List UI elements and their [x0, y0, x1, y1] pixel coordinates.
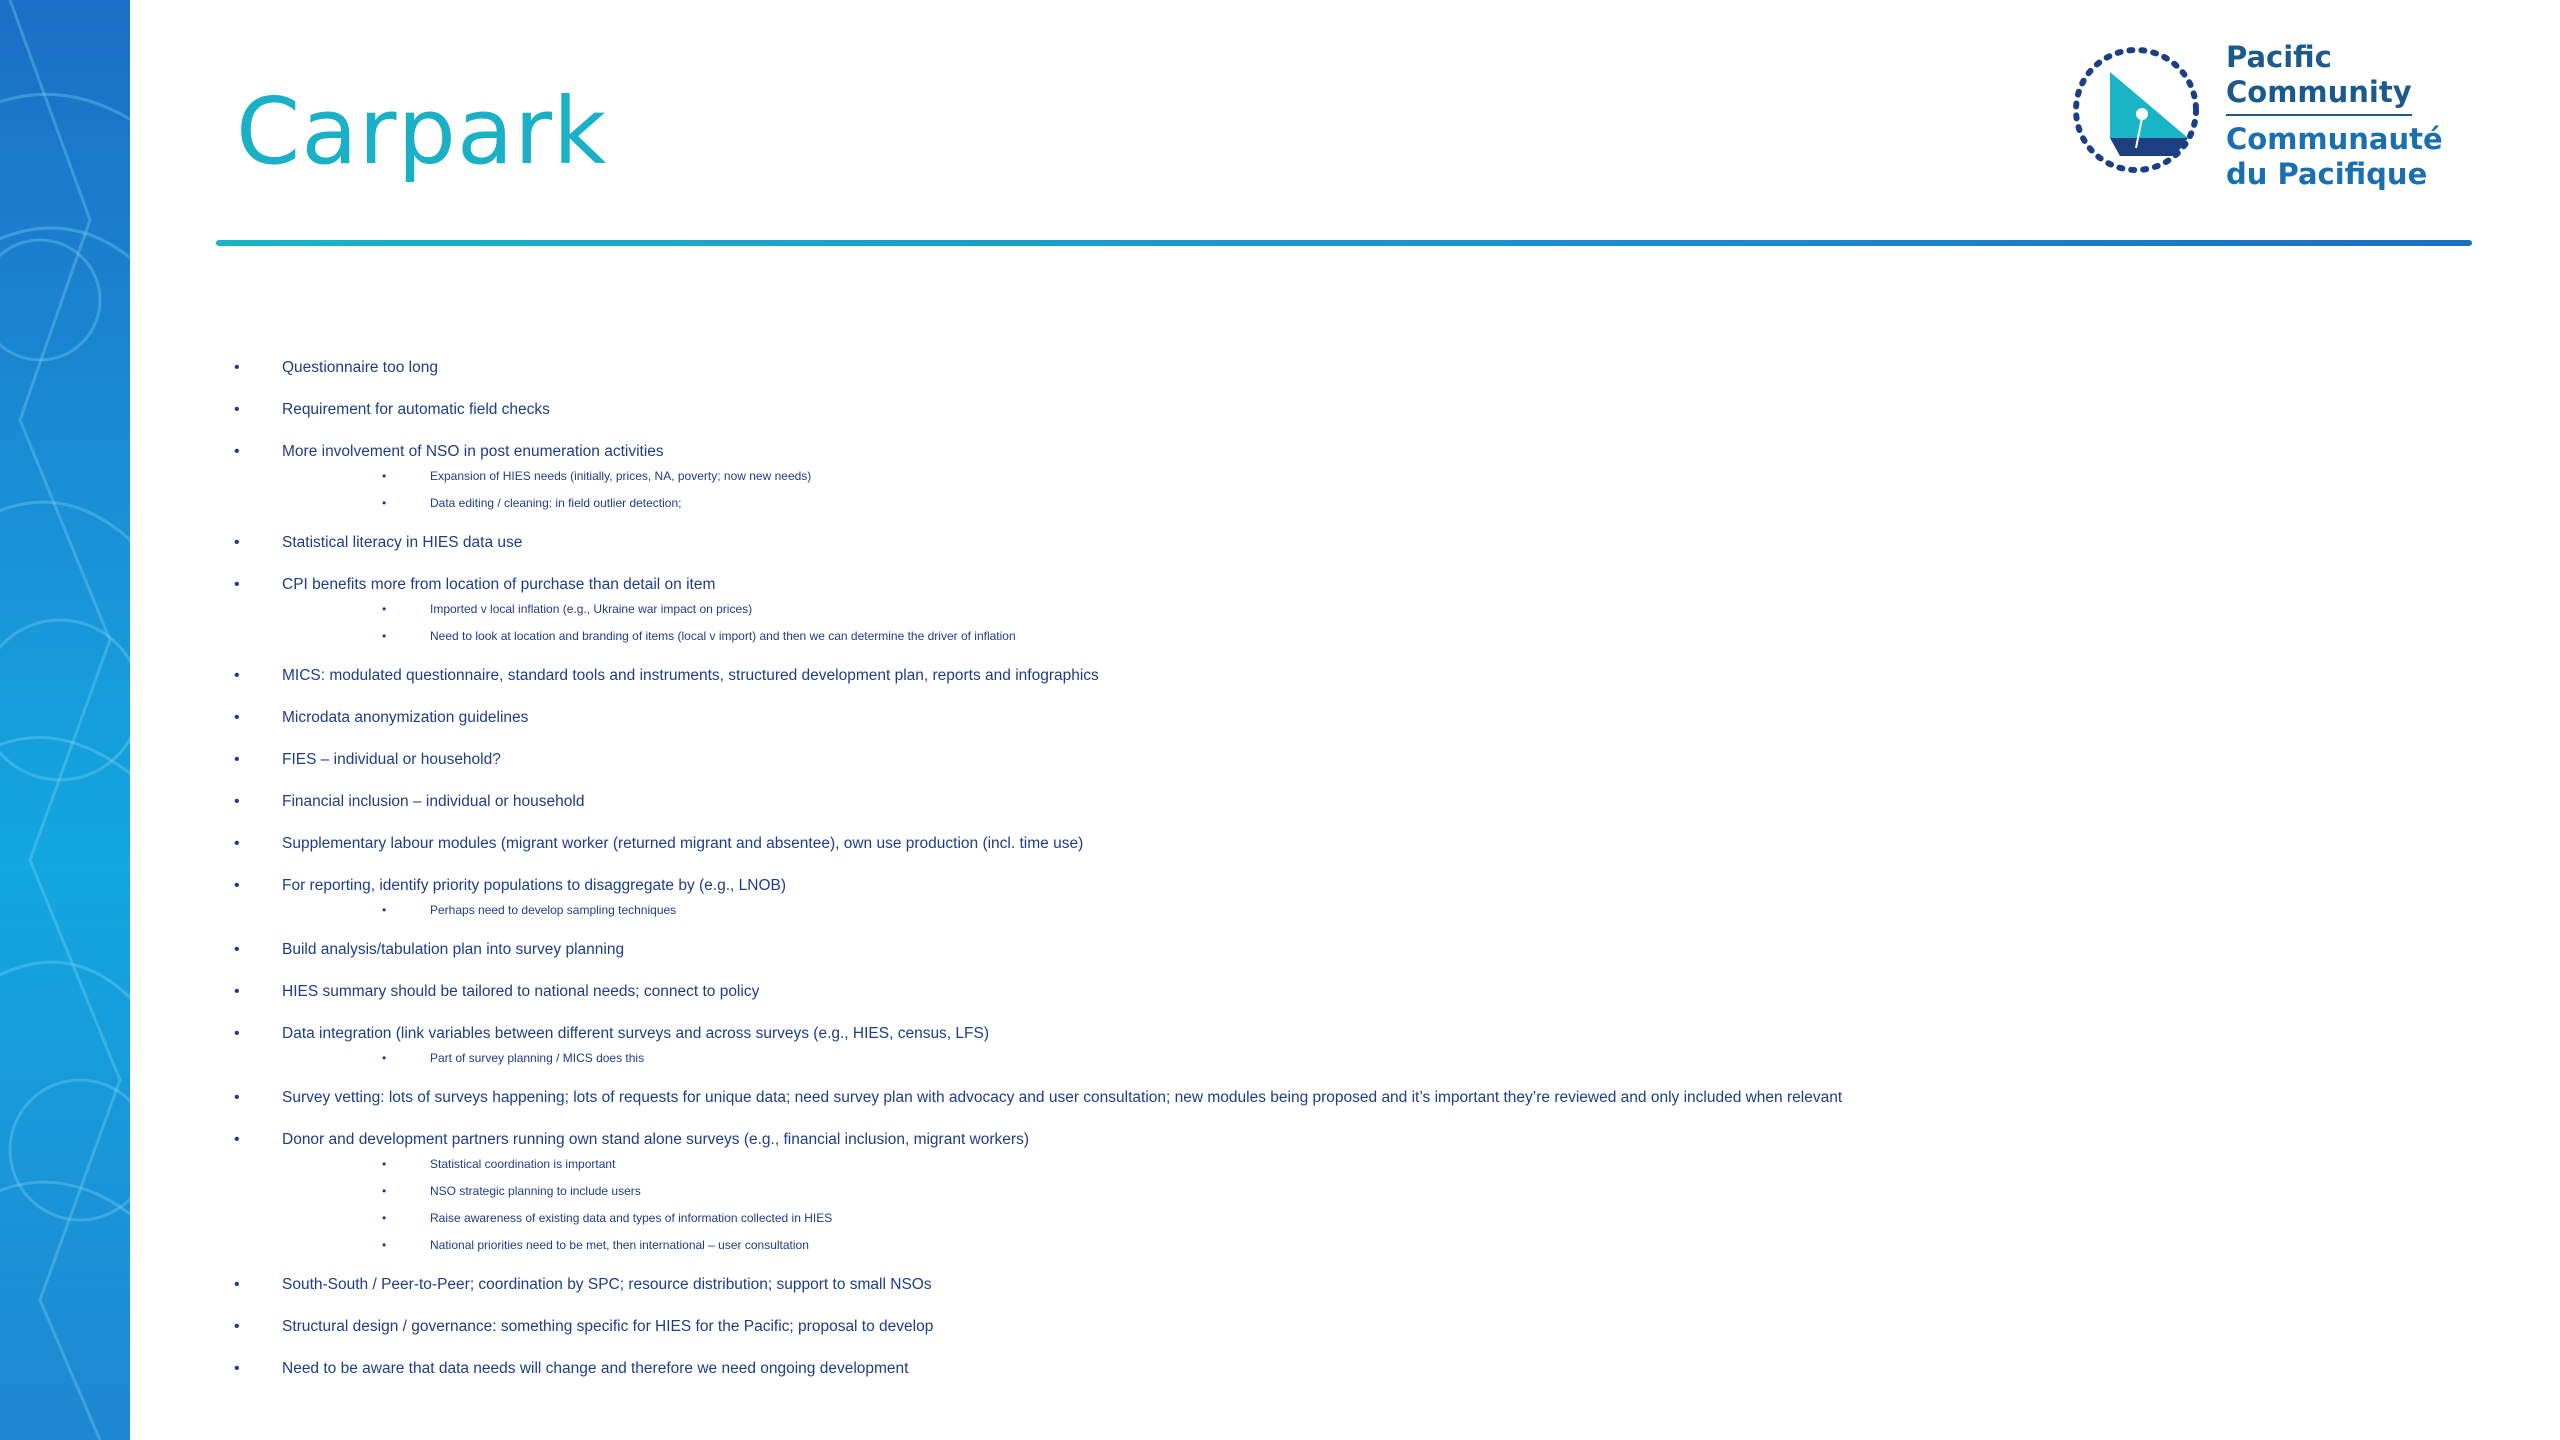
bullet-marker: •: [234, 1360, 240, 1377]
bullet-marker: •: [234, 793, 240, 810]
bullet-marker: •: [234, 835, 240, 852]
bullet-text: South-South / Peer-to-Peer; coordination by SPC; resource distribution; support to small NSOs: [282, 1276, 932, 1293]
logo-line-community: Community: [2226, 75, 2412, 109]
bullet-text: Requirement for automatic field checks: [282, 401, 550, 418]
bullet-item: [232, 575, 2492, 644]
bullet-item: [232, 876, 2492, 918]
bullet-item: [232, 1024, 2492, 1066]
bullet-marker: •: [234, 359, 240, 376]
bullet-text: Build analysis/tabulation plan into survey planning: [282, 941, 625, 958]
bullet-item: [232, 533, 2492, 553]
bullet-marker: •: [234, 1131, 240, 1148]
bullet-text: HIES summary should be tailored to national needs; connect to policy: [282, 983, 760, 1000]
bullet-marker: •: [234, 576, 240, 593]
bullet-text: Microdata anonymization guidelines: [282, 709, 529, 726]
bullet-marker: •: [234, 877, 240, 894]
bullet-marker: •: [234, 709, 240, 726]
bullet-marker: •: [234, 751, 240, 768]
sub-bullet-item: [282, 495, 2492, 511]
sub-bullet-text: Expansion of HIES needs (initially, prices, NA, poverty; now new needs): [430, 469, 812, 483]
slide-title: Carpark: [236, 78, 608, 185]
bullet-text: For reporting, identify priority populations to disaggregate by (e.g., LNOB): [282, 877, 787, 894]
logo-line-du-pacifique: du Pacifique: [2226, 157, 2428, 191]
sub-bullet-item: [282, 1210, 2492, 1226]
bullet-marker: •: [234, 401, 240, 418]
sub-bullet-marker: •: [382, 1238, 387, 1252]
sub-bullet-text: Raise awareness of existing data and types of information collected in HIES: [430, 1211, 833, 1225]
bullet-marker: •: [234, 667, 240, 684]
sub-bullet-marker: •: [382, 1051, 387, 1065]
bullet-marker: •: [234, 443, 240, 460]
sub-bullet-list: [282, 601, 2492, 644]
bullet-item: [232, 834, 2492, 854]
bullet-text: CPI benefits more from location of purchase than detail on item: [282, 576, 716, 593]
bullet-text: More involvement of NSO in post enumeration activities: [282, 443, 664, 460]
sub-bullet-list: [282, 902, 2492, 918]
sub-bullet-item: [282, 601, 2492, 617]
bullet-item: [232, 400, 2492, 420]
bullet-item: [232, 1317, 2492, 1337]
sub-bullet-marker: •: [382, 1157, 387, 1171]
sub-bullet-text: NSO strategic planning to include users: [430, 1184, 641, 1198]
bullet-text: Questionnaire too long: [282, 359, 438, 376]
logo-wordmark: [2226, 40, 2443, 192]
sub-bullet-text: Need to look at location and branding of items (local v import) and then we can determine the driver of inflation: [430, 629, 1016, 643]
bullet-marker: •: [234, 1276, 240, 1293]
sub-bullet-item: [282, 1050, 2492, 1066]
sub-bullet-marker: •: [382, 496, 387, 510]
bullet-item: [232, 666, 2492, 686]
sub-bullet-item: [282, 1183, 2492, 1199]
bullet-marker: •: [234, 1318, 240, 1335]
sub-bullet-item: [282, 468, 2492, 484]
bullet-marker: •: [234, 1089, 240, 1106]
sub-bullet-text: Data editing / cleaning: in field outlier detection;: [430, 496, 682, 510]
bullet-item: [232, 358, 2492, 378]
pattern-graphic: [0, 0, 130, 1440]
bullet-text: Supplementary labour modules (migrant worker (returned migrant and absentee), own use production (incl. time use): [282, 835, 1084, 852]
sub-bullet-marker: •: [382, 1184, 387, 1198]
sub-bullet-list: [282, 468, 2492, 511]
sub-bullet-text: Statistical coordination is important: [430, 1157, 616, 1171]
decorative-side-band: [0, 0, 130, 1440]
logo-line-pacific: Pacific: [2226, 40, 2332, 74]
bullet-item: [232, 940, 2492, 960]
sub-bullet-marker: •: [382, 602, 387, 616]
bullet-text: FIES – individual or household?: [282, 751, 501, 768]
sub-bullet-text: Perhaps need to develop sampling techniques: [430, 903, 677, 917]
sub-bullet-text: National priorities need to be met, then international – user consultation: [430, 1238, 809, 1252]
sub-bullet-item: [282, 1156, 2492, 1172]
bullet-item: [232, 1088, 2492, 1108]
sub-bullet-list: [282, 1156, 2492, 1253]
bullet-item: [232, 442, 2492, 511]
bullet-marker: •: [234, 941, 240, 958]
sub-bullet-marker: •: [382, 903, 387, 917]
bullet-item: [232, 1130, 2492, 1253]
sub-bullet-marker: •: [382, 1211, 387, 1225]
bullet-marker: •: [234, 983, 240, 1000]
bullet-text: Data integration (link variables between different surveys and across surveys (e.g., HIES, census, LFS): [282, 1025, 990, 1042]
bullet-text: Statistical literacy in HIES data use: [282, 534, 523, 551]
sub-bullet-item: [282, 902, 2492, 918]
bullet-text: MICS: modulated questionnaire, standard tools and instruments, structured development plan, reports and infographics: [282, 667, 1099, 684]
sub-bullet-text: Imported v local inflation (e.g., Ukraine war impact on prices): [430, 602, 753, 616]
bullet-item: [232, 1275, 2492, 1295]
bullet-text: Donor and development partners running own stand alone surveys (e.g., financial inclusion, migrant workers): [282, 1131, 1029, 1148]
bullet-text: Need to be aware that data needs will change and therefore we need ongoing development: [282, 1360, 909, 1377]
bullet-list: [232, 358, 2492, 1401]
sub-bullet-list: [282, 1050, 2492, 1066]
bullet-item: [232, 982, 2492, 1002]
sub-bullet-item: [282, 628, 2492, 644]
bullet-item: [232, 708, 2492, 728]
sub-bullet-text: Part of survey planning / MICS does this: [430, 1051, 645, 1065]
bullet-text: Financial inclusion – individual or household: [282, 793, 585, 810]
bullet-text: Survey vetting: lots of surveys happening; lots of requests for unique data; need survey plan with advocacy and user consultation; new modules being proposed and it’s important they’re reviewed and only included when relevant: [282, 1089, 1843, 1106]
bullet-marker: •: [234, 1025, 240, 1042]
bullet-marker: •: [234, 534, 240, 551]
bullet-text: Structural design / governance: something specific for HIES for the Pacific; proposal to develop: [282, 1318, 934, 1335]
logo-divider: [2226, 114, 2412, 116]
logo-line-communaute: Communauté: [2226, 122, 2443, 156]
bullet-item: [232, 792, 2492, 812]
sub-bullet-marker: •: [382, 629, 387, 643]
title-divider: [216, 240, 2472, 246]
sub-bullet-item: [282, 1237, 2492, 1253]
sub-bullet-marker: •: [382, 469, 387, 483]
bullet-item: [232, 1359, 2492, 1379]
bullet-item: [232, 750, 2492, 770]
